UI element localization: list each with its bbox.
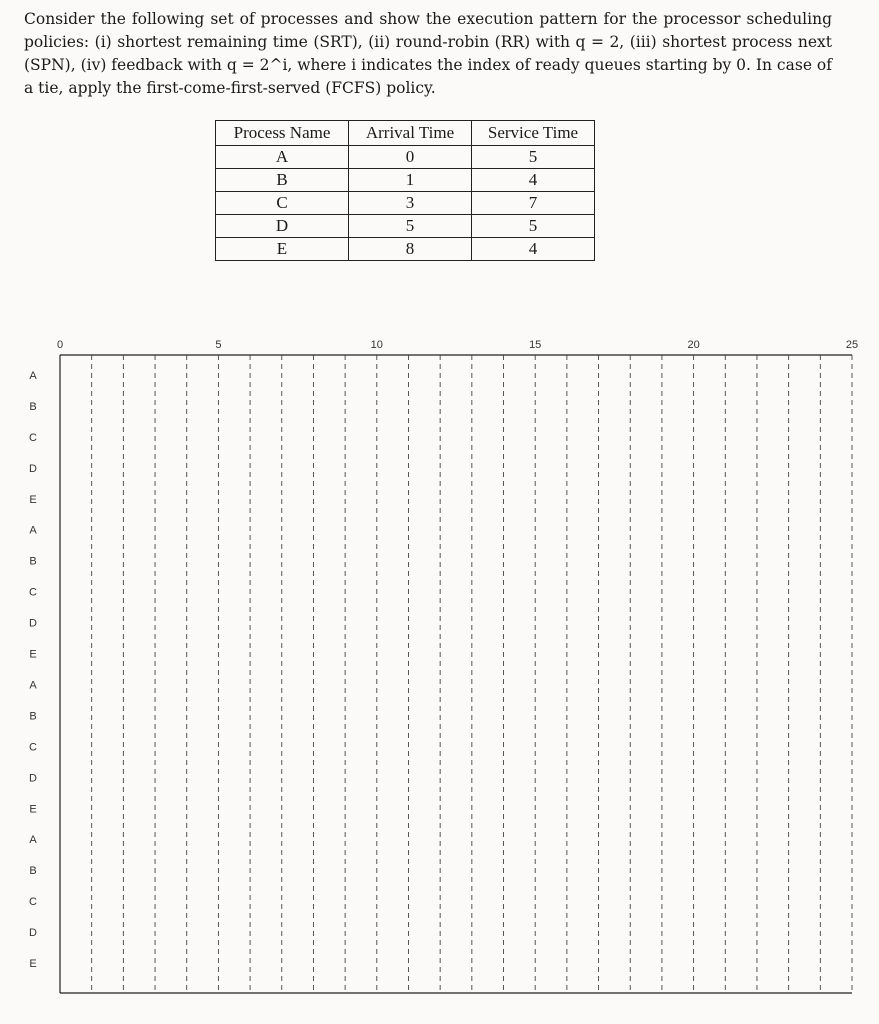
tick-label-25: 25 [845,339,859,351]
cell-process: B [216,169,349,192]
tick-label-5: 5 [215,339,222,351]
cell-process: E [216,238,349,261]
cell-service: 4 [472,238,595,261]
header-service-time: Service Time [472,121,595,146]
tick-label-10: 10 [370,339,383,351]
row-label-B-1: B [29,400,37,413]
row-label-C-2: C [29,431,37,444]
problem-statement: Consider the following set of processes and show the execution pattern for the processor scheduling policies: (i) shortest remaining time (SRT), (ii) round-robin (RR) with q = 2, (iii) shortest process next (SPN), (iv) feedback with q = 2^i, where i indicates the index of ready queues starting by 0. In case of a tie, apply the first-come-first-served (FCFS) policy. [24,10,832,97]
cell-service: 5 [472,146,595,169]
row-label-E-4: E [29,493,37,506]
cell-arrival: 5 [349,215,472,238]
table-row [216,215,595,238]
header-process-name: Process Name [216,121,349,146]
table-row [216,192,595,215]
cell-service: 5 [472,215,595,238]
row-label-B-6: B [29,555,37,568]
header-arrival-time: Arrival Time [349,121,472,146]
cell-service: 4 [472,169,595,192]
row-label-E-19: E [29,958,37,970]
row-label-A-15: A [29,834,37,847]
row-label-D-8: D [29,617,37,630]
tick-label-0: 0 [56,339,64,351]
cell-process: C [216,192,349,215]
row-label-C-12: C [29,741,37,754]
tick-label-20: 20 [687,339,700,351]
row-label-B-16: B [29,865,37,878]
row-label-D-18: D [29,927,37,940]
row-label-E-9: E [29,648,37,661]
row-label-D-13: D [29,772,37,785]
gantt-grid [0,330,879,1010]
table-row [216,146,595,169]
cell-process: D [216,215,349,238]
table-row [216,169,595,192]
cell-service: 7 [472,192,595,215]
cell-arrival: 1 [349,169,472,192]
cell-arrival: 8 [349,238,472,261]
row-label-E-14: E [29,803,37,816]
cell-arrival: 3 [349,192,472,215]
table-header-row [216,121,595,146]
row-label-A-0: A [29,370,37,382]
row-label-A-10: A [29,679,37,692]
row-label-C-7: C [29,586,37,599]
process-table [215,120,595,261]
tick-label-15: 15 [529,339,542,351]
row-label-C-17: C [29,896,37,909]
row-label-B-11: B [29,710,37,723]
row-label-D-3: D [29,462,37,475]
table-row [216,238,595,261]
cell-process: A [216,146,349,169]
cell-arrival: 0 [349,146,472,169]
row-label-A-5: A [29,524,37,537]
